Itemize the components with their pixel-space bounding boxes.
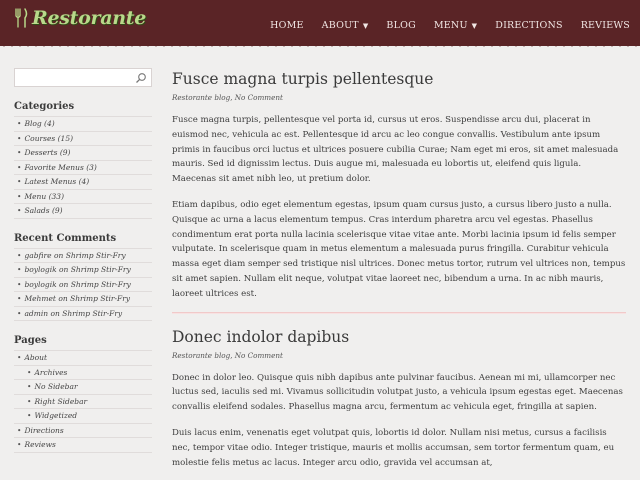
page-link[interactable]: Directions — [24, 425, 64, 435]
main-nav — [252, 20, 630, 31]
page-link[interactable]: About — [24, 353, 48, 362]
page-item-archives[interactable] — [14, 366, 152, 381]
page-link[interactable]: Widgetized — [34, 411, 78, 420]
post-body — [172, 371, 626, 471]
header-zigzag-edge — [0, 40, 640, 48]
bullet-icon: • — [17, 177, 22, 186]
category-link[interactable]: Latest Menus (4) — [24, 177, 90, 186]
caret-down-icon: ▼ — [471, 21, 478, 30]
post-comments-link[interactable]: No Comment — [234, 93, 283, 102]
category-link[interactable]: Salads (9) — [24, 206, 63, 215]
post-title-link[interactable]: Fusce magna turpis pellentesque — [172, 70, 434, 88]
nav-label: ABOUT — [321, 20, 359, 31]
comment-on-text: on — [59, 265, 69, 274]
post-category-link[interactable]: Restorante blog — [172, 93, 231, 102]
recent-comment-item — [14, 307, 152, 322]
page-item-directions[interactable] — [14, 424, 152, 439]
bullet-icon: • — [17, 353, 22, 362]
nav-label: HOME — [270, 20, 304, 31]
post-body — [172, 113, 626, 302]
page-item-no-sidebar[interactable] — [14, 380, 152, 395]
category-item[interactable] — [14, 117, 152, 132]
post-paragraph: Duis lacus enim, venenatis eget volutpat quis, lobortis id dolor. Nullam nisi metus, cursus a facilisis nec, tempor vitae odio. Integer tristique, mauris et mollis accumsan, sem tortor fermentum quam, eu molestie felis metus ac lacus. Integer arcu odio, gravida vel accumsan at, — [172, 427, 615, 468]
category-item[interactable] — [14, 132, 152, 147]
bullet-icon: • — [17, 425, 22, 435]
page-link[interactable]: Reviews — [24, 440, 56, 449]
post-comments-link[interactable]: No Comment — [234, 350, 283, 360]
post-title-link[interactable]: Donec indolor dapibus — [172, 327, 350, 346]
post — [172, 68, 626, 302]
bullet-icon: • — [17, 133, 22, 143]
comment-on-text: on — [58, 294, 68, 303]
bullet-icon: • — [17, 162, 22, 172]
comment-on-text: on — [53, 250, 64, 260]
nav-label: REVIEWS — [580, 20, 630, 31]
pages-list — [14, 350, 152, 453]
bullet-icon: • — [27, 396, 32, 406]
recent-comment-item — [14, 278, 152, 293]
page-link[interactable]: No Sidebar — [34, 382, 78, 391]
page-item-about[interactable] — [14, 351, 152, 366]
bullet-icon: • — [27, 367, 32, 377]
bullet-icon: • — [27, 411, 32, 420]
category-item[interactable] — [14, 204, 152, 219]
category-item[interactable] — [14, 175, 152, 190]
post-meta: Restorante blog, No Comment — [172, 350, 283, 360]
bullet-icon: • — [17, 206, 22, 215]
page-item-widgetized[interactable] — [14, 409, 152, 424]
comment-author-link[interactable]: boylogik — [24, 279, 57, 289]
nav-label: MENU — [433, 20, 468, 31]
bullet-icon: • — [17, 440, 22, 449]
recent-comment-item — [14, 249, 152, 264]
bullet-icon: • — [17, 265, 22, 274]
category-link[interactable]: Desserts (9) — [24, 148, 71, 157]
category-item[interactable] — [14, 190, 152, 205]
post-paragraph: Donec in dolor leo. Quisque quis nibh dapibus ante pulvinar faucibus. Aenean mi mi, ullamcorper nec luctus sed, iaculis sed mi. Vivamus sollicitudin volutpat justo, a vehicula ipsum egestas eget. Maecenas convallis eleifend sodales. Phasellus magna arcu, fermentum ac vehicula eget, fringilla at sapien. — [172, 372, 623, 413]
page-item-reviews[interactable] — [14, 438, 152, 453]
bullet-icon: • — [17, 191, 22, 201]
bullet-icon: • — [17, 148, 22, 157]
category-link[interactable]: Favorite Menus (3) — [24, 162, 97, 172]
page-item-right-sidebar[interactable] — [14, 395, 152, 410]
post-divider — [172, 312, 626, 314]
logo-text: Restorante — [32, 7, 147, 29]
post-paragraph: Fusce magna turpis, pellentesque vel porta id, cursus ut eros. Suspendisse arcu dui, placerat in euismod nec, vehicula ac est. Pellentesque id arcu ac leo congue convallis. Vestibulum ante ipsum primis in faucibus orci luctus et ultrices posuere cubilia Curae; Nam eget mi eros, sit amet malesuada mauris. Sed id dignissim lectus. Duis augue mi, malesuada eu lobortis ut, eleifend quis ligula. Maecenas sit amet nibh leo, ut pretium dolor. — [172, 115, 619, 185]
nav-item-reviews[interactable] — [581, 20, 630, 31]
categories-title: Categories — [14, 101, 75, 112]
recent-comments-title: Recent Comments — [14, 232, 117, 244]
nav-item-blog[interactable] — [386, 20, 415, 31]
pages-title: Pages — [14, 335, 47, 346]
caret-down-icon: ▼ — [362, 21, 369, 30]
categories-list — [14, 116, 152, 219]
main-content — [172, 68, 626, 470]
comment-post-link[interactable]: Shrimp Stir-Fry — [70, 279, 131, 289]
search-icon[interactable] — [135, 72, 147, 84]
recent-comments-list — [14, 248, 152, 322]
comment-post-link[interactable]: Shrimp Stir-Fry — [62, 308, 123, 318]
comment-post-link[interactable]: Shrimp Stir-Fry — [65, 250, 126, 260]
nav-item-about[interactable] — [322, 20, 369, 31]
bullet-icon: • — [17, 250, 22, 260]
comment-author-link[interactable]: admin — [24, 308, 49, 318]
post-category-link[interactable]: Restorante blog — [172, 350, 231, 360]
category-link[interactable]: Courses (15) — [24, 133, 74, 143]
page-link[interactable]: Archives — [34, 367, 68, 377]
category-item[interactable] — [14, 146, 152, 161]
comment-on-text: on — [59, 279, 69, 289]
category-item[interactable] — [14, 161, 152, 176]
comment-author-link[interactable]: Mehmet — [24, 294, 56, 303]
recent-comment-item — [14, 263, 152, 278]
comment-on-text: on — [50, 308, 60, 318]
bullet-icon: • — [17, 308, 22, 318]
post-paragraph: Etiam dapibus, odio eget elementum egestas, ipsum quam cursus justo, a cursus libero justo a nulla. Quisque ac urna a lacus elementum tempus. Cras interdum pharetra arcu vel egestas. Phasellus condimentum erat porta nulla lacinia scelerisque vitae vitae ante. Morbi lacinia ipsum id felis semper vulputate. In scelerisque quam in metus elementum a malesuada purus fringilla. Curabitur vehicula massa eget diam semper sed tristique nisl ultrices. Donec metus tortor, rutrum vel ultrices non, tempus sit amet sapien. Nullam elit neque, volutpat vitae laoreet nec, bibendum a urna. In ac nibh mauris, laoreet ultrices est. — [172, 199, 626, 299]
category-link[interactable]: Blog (4) — [24, 119, 55, 128]
nav-label: DIRECTIONS — [495, 20, 563, 31]
recent-comment-item — [14, 292, 152, 307]
comment-author-link[interactable]: gabfire — [24, 250, 52, 260]
comment-author-link[interactable]: boylogik — [24, 265, 57, 274]
nav-item-home[interactable] — [270, 20, 304, 31]
nav-label: BLOG — [386, 20, 416, 31]
post — [172, 326, 626, 471]
nav-item-menu[interactable] — [434, 20, 477, 31]
search-input[interactable] — [14, 68, 152, 87]
bullet-icon: • — [17, 119, 22, 128]
nav-item-directions[interactable] — [495, 20, 562, 31]
bullet-icon: • — [27, 382, 32, 391]
post-meta: Restorante blog, No Comment — [172, 93, 283, 102]
bullet-icon: • — [17, 279, 22, 289]
bullet-icon: • — [17, 294, 22, 303]
comment-post-link[interactable]: Shrimp Stir-Fry — [70, 265, 131, 274]
page-link[interactable]: Right Sidebar — [34, 396, 88, 406]
fork-knife-icon — [12, 7, 30, 29]
sidebar — [14, 68, 152, 453]
category-link[interactable]: Menu (33) — [24, 191, 64, 201]
site-logo[interactable] — [12, 4, 146, 32]
comment-post-link[interactable]: Shrimp Stir-Fry — [70, 294, 131, 303]
